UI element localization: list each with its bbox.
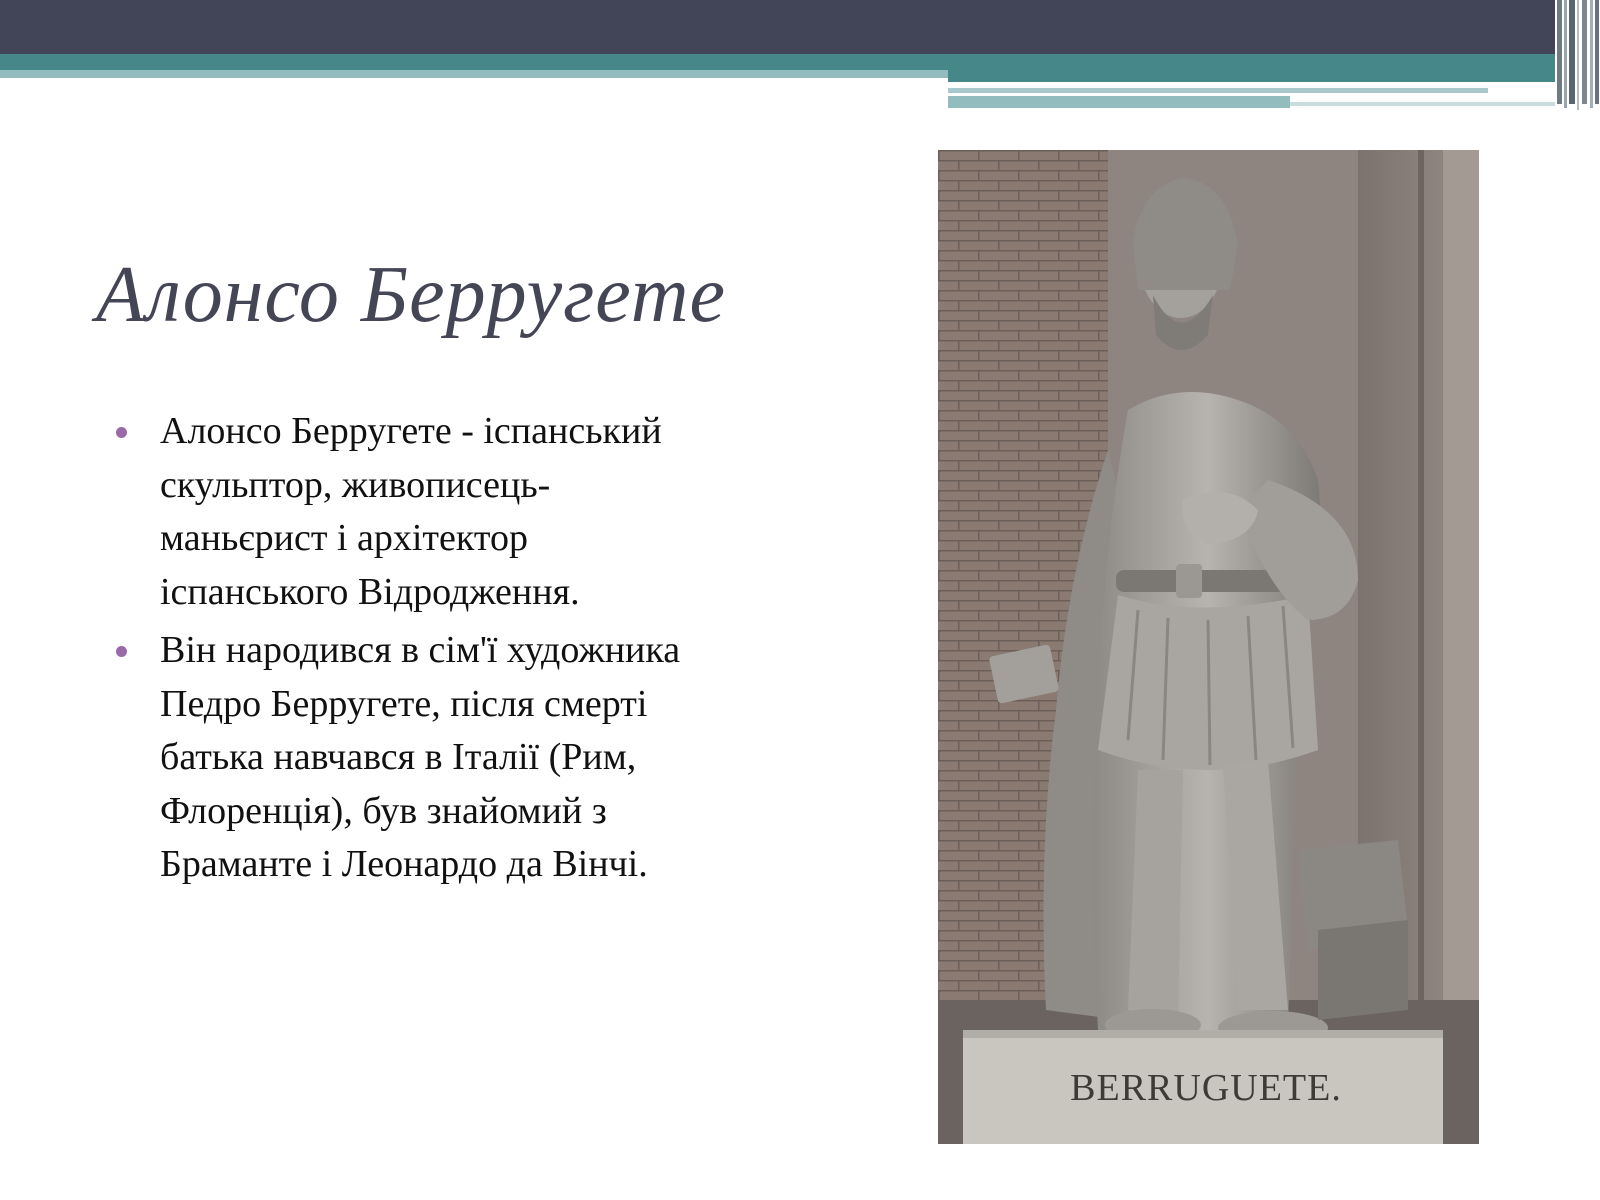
header-thin-stripe: [948, 88, 1488, 93]
bullet-line: маньєрист і архітектор: [160, 517, 528, 559]
bullet-line: Браманте і Леонардо да Вінчі.: [160, 843, 648, 885]
bullet-item: [110, 624, 810, 892]
header-light-stripe: [0, 70, 948, 78]
bullet-line: Алонсо Берругете - іспанський: [160, 410, 662, 452]
bullet-line: Він народився в сім'ї художника: [160, 629, 681, 671]
bullet-list: [110, 405, 810, 897]
header-faint-stripe: [1290, 102, 1560, 106]
bullet-dot-icon: [116, 646, 127, 657]
statue-inscription: BERRUGUETE.: [1070, 1067, 1342, 1109]
bullet-dot-icon: [116, 427, 127, 438]
bullet-item: [110, 405, 810, 619]
header-dark-bar: [0, 0, 1600, 54]
bullet-line: Флоренція), був знайомий з: [160, 789, 607, 832]
header-teal-stripe-right: [948, 70, 1560, 82]
bullet-line: іспанського Відродження.: [160, 570, 580, 613]
statue-photo: [938, 150, 1479, 1144]
bullet-line: батька навчався в Італії (Рим,: [160, 736, 637, 778]
header-light-stripe-lower: [948, 96, 1290, 108]
bullet-line: скульптор, живописець-: [160, 463, 551, 506]
header-corner-lines: [1555, 0, 1600, 110]
header-teal-stripe: [0, 54, 1560, 70]
slide-title: Алонсо Берругете: [96, 251, 727, 339]
bullet-line: Педро Берругете, після смерті: [160, 682, 648, 725]
